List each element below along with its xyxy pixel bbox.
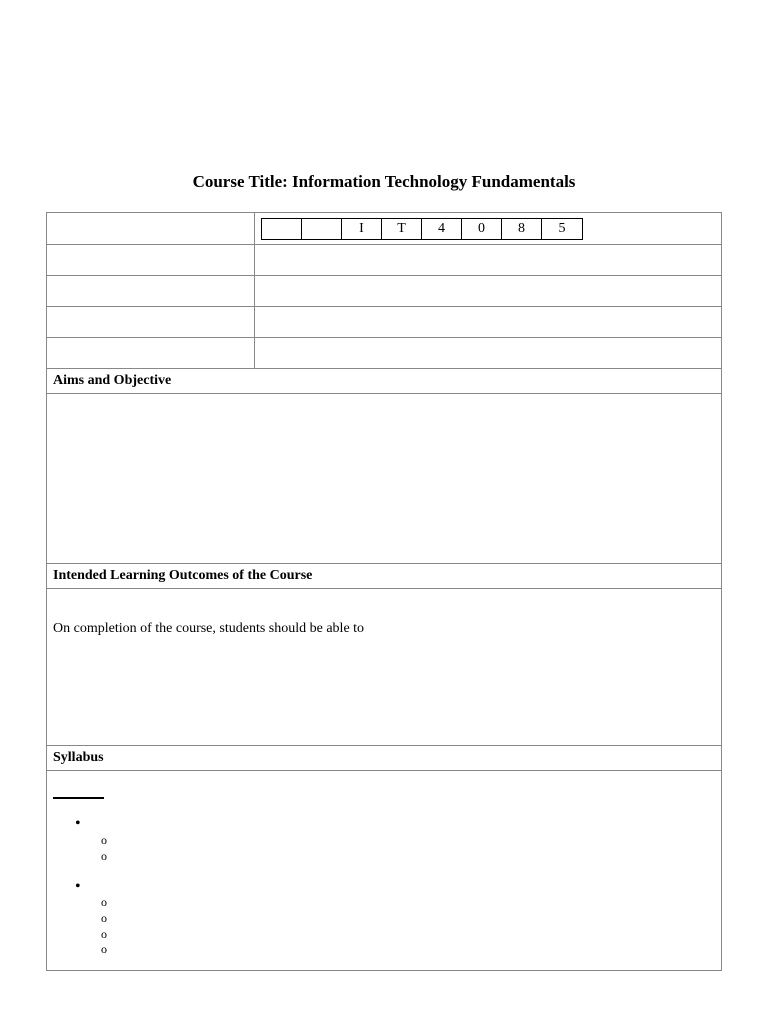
outcomes-intro-text: On completion of the course, students should be able to [53,621,365,636]
circle-bullet-icon: o [101,833,107,847]
course-title: Course Title: Information Technology Fundamentals [192,172,576,191]
course-code-box: 4 [422,219,462,239]
course-code-boxes [261,218,583,240]
course-code-box: 0 [462,219,502,239]
course-code-box: I [342,219,382,239]
course-code-box: 8 [502,219,542,239]
course-code-box: T [382,219,422,239]
course-code-box: 5 [558,221,566,236]
blank-underline [53,797,104,799]
table-cell-label [47,307,255,337]
table-cell-label [47,276,255,306]
outcomes-section [46,563,722,746]
disc-bullet-icon: • [75,878,81,895]
table-row [47,244,721,275]
table-cell-value [255,245,721,275]
table-row [47,275,721,306]
table-cell-label [47,338,255,368]
syllabus-header: Syllabus [47,746,721,771]
table-cell-label [47,213,255,244]
circle-bullet-icon: o [101,942,107,956]
circle-bullet-icon: o [101,911,107,925]
course-info-table [46,212,722,369]
course-code-box [302,219,342,239]
circle-bullet-icon: o [101,849,107,863]
table-row [47,306,721,337]
table-row [47,337,721,368]
outcomes-header: Intended Learning Outcomes of the Course [47,564,721,589]
table-cell-value [255,213,721,244]
aims-section [46,368,722,564]
disc-bullet-icon: • [75,815,81,832]
table-cell-value [255,338,721,368]
course-code-box [262,219,302,239]
circle-bullet-icon: o [101,895,107,909]
table-row [47,213,721,244]
table-cell-value [255,276,721,306]
syllabus-section [46,745,722,971]
table-cell-value [255,307,721,337]
aims-header: Aims and Objective [47,369,721,394]
table-cell-label [47,245,255,275]
circle-bullet-icon: o [101,927,107,941]
